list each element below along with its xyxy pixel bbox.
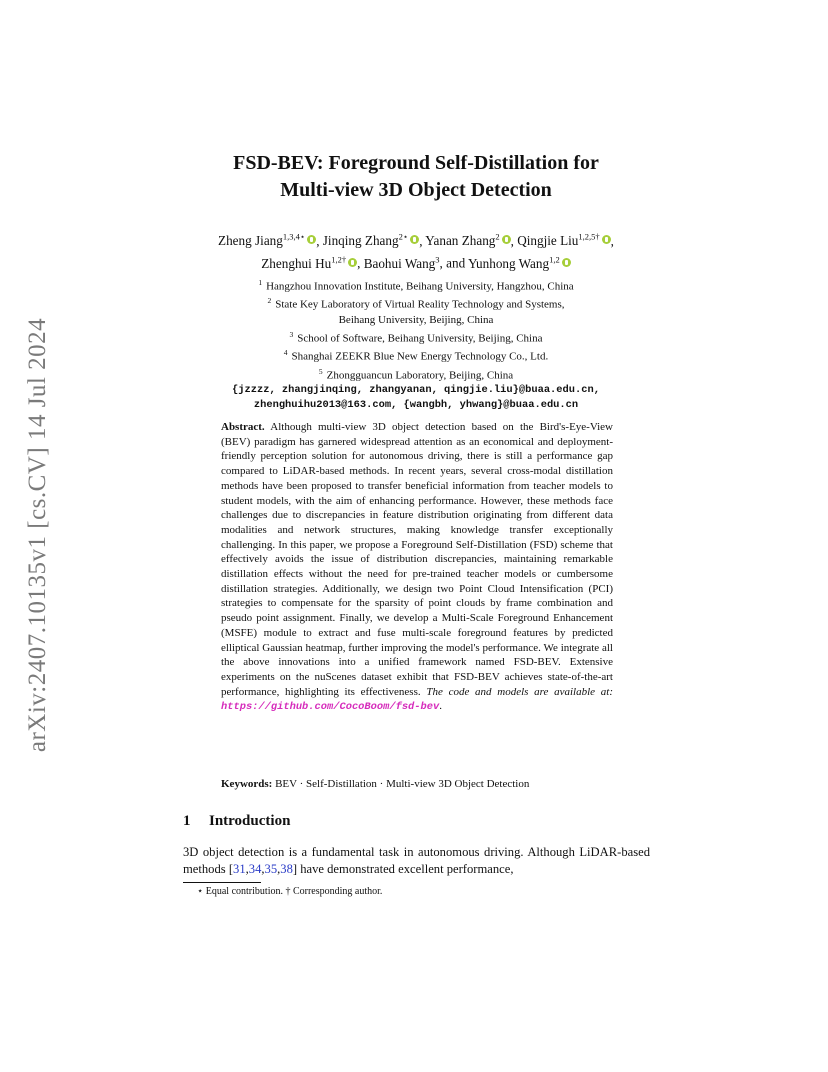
orcid-icon[interactable] — [410, 235, 419, 244]
affiliation: $^2$ State Key Laboratory of Virtual Reality Technology and Systems, — [267, 296, 565, 312]
orcid-icon[interactable] — [562, 258, 571, 267]
section-title: Introduction — [209, 813, 291, 829]
keywords — [221, 777, 613, 791]
code-note: The code and models are available at: — [426, 685, 613, 698]
abstract-text: Although multi-view 3D object detection based on the Bird's-Eye-View (BEV) paradigm has garnered widespread attention as an economical and deployment-friendly perception solution for autonomous driving, there is still a performance gap compared to LiDAR-based methods. In recent years, several cross-modal distillation methods have been proposed to transfer beneficial information from teacher models to student models, with the aim of enhancing performance. However, these methods face challenges due to discrepancies in feature distribution originating from different data modalities and network structures, making knowledge transfer exceptionally challenging. In this paper, we propose a Foreground Self-Distillation (FSD) scheme that effectively avoids the issue of distribution discrepancies, maintaining remarkable distillation effects without the need for pre-trained teacher models or cumbersome distillation strategies. Additionally, we design two Point Cloud Intensification (PCI) strategies to compensate for the sparsity of point clouds by frame combination and pseudo point assignment. Finally, we develop a Multi-Scale Foreground Enhancement (MSFE) module to extract and fuse multi-scale foreground features by predicted elliptical Gaussian heatmap, further improving the model's performance. We integrate all the above innovations into a unified framework named FSD-BEV. Extensive experiments on the nuScenes dataset exhibit that FSD-BEV achieves state-of-the-art performance, highlighting its effectiveness. — [221, 421, 613, 698]
email-line-1: {jzzzz, zhangjinqing, zhangyanan, qingjie.liu}@buaa.edu.cn, — [232, 384, 600, 397]
body-paragraph: 3D object detection is a fundamental task in autonomous driving. Although LiDAR-based methods [31,34,35,38] have demonstrated excellent performance, — [183, 845, 650, 876]
affiliation: $^3$ School of Software, Beihang University, Beijing, China — [289, 329, 543, 345]
title-line-1: FSD-BEV: Foreground Self-Distillation for — [233, 152, 599, 174]
abstract: Abstract. Although multi-view 3D object detection based on the Bird's-Eye-View (BEV) paradigm has garnered widespread attention as an economical and deployment-friendly perception solution for autonomous driving, there is still a performance gap compared to LiDAR-based methods. In recent years, several cross-modal distillation methods have been proposed to transfer beneficial information from teacher models to student models, with the aim of enhancing performance. However, these methods face challenges due to discrepancies in feature distribution originating from different data modalities and network structures, making knowledge transfer exceptionally challenging. In this paper, we propose a Foreground Self-Distillation (FSD) scheme that effectively avoids the issue of distribution discrepancies, maintaining remarkable distillation effects without the need for pre-trained teacher models or cumbersome distillation strategies. Additionally, we design two Point Cloud Intensification (PCI) strategies to compensate for the sparsity of point clouds by frame combination and pseudo point assignment. Finally, we develop a Multi-Scale Foreground Enhancement (MSFE) module to extract and fuse multi-scale foreground features by predicted elliptical Gaussian heatmap, further improving the model's performance. We integrate all the above innovations into a unified framework named FSD-BEV. Extensive experiments on the nuScenes dataset exhibit that FSD-BEV achieves state-of-the-art performance, highlighting its effectiveness. The code and models are available at: https://github.com/CocoBoom/fsd-bev. — [221, 421, 613, 714]
abstract-label: Abstract. — [221, 421, 265, 433]
email-line-2: zhenghuihu2013@163.com, {wangbh, yhwang}@buaa.edu.cn — [253, 398, 579, 411]
code-link[interactable]: https://github.com/CocoBoom/fsd-bev — [221, 701, 440, 714]
author[interactable]: Baohui Wang$^3$ — [363, 254, 440, 271]
footnote-rule — [183, 882, 261, 883]
footnote: ⋆ Equal contribution. † Corresponding author. — [197, 886, 383, 897]
affiliation: $^5$ Zhongguancun Laboratory, Beijing, China — [318, 366, 514, 382]
affiliation: $^1$ Hangzhou Innovation Institute, Beihang University, Hangzhou, China — [258, 278, 574, 293]
orcid-icon[interactable] — [348, 258, 357, 267]
affiliation: $^4$ Shanghai ZEEKR Blue New Energy Technology Co., Ltd. — [283, 348, 549, 363]
citation-link[interactable]: 35 — [264, 862, 278, 876]
affiliations — [150, 276, 682, 413]
citation-link[interactable]: 38 — [280, 862, 293, 876]
author[interactable]: Zheng Jiang$^{1,3,4⋆}$ — [218, 233, 316, 248]
title-line-2: Multi-view 3D Object Detection — [280, 179, 552, 201]
section-number: 1 — [183, 813, 191, 829]
paper-title — [140, 150, 692, 204]
author[interactable]: Jinqing Zhang$^{2⋆}$ — [323, 233, 419, 248]
citation-link[interactable]: 34 — [248, 862, 262, 876]
author[interactable]: Qingjie Liu$^{1,2,5\dagger}$ — [517, 233, 610, 248]
author[interactable]: Yanan Zhang$^2$ — [425, 233, 510, 248]
orcid-icon[interactable] — [307, 235, 316, 244]
arxiv-identifier: arXiv:2407.10135v1 [cs.CV] 14 Jul 2024 — [24, 317, 51, 753]
orcid-icon[interactable] — [502, 235, 511, 244]
orcid-icon[interactable] — [602, 235, 611, 244]
section-heading — [183, 813, 290, 830]
keywords-label: Keywords: — [221, 778, 273, 790]
author[interactable]: Zhenghui $Hu^{1,2\dagger}$ — [261, 256, 357, 271]
arxiv-side-stamp — [18, 300, 58, 770]
author-list: Zheng Jiang$^{1,3,4⋆}$ , Jinqing Zhang$^{2⋆}$ , Yanan Zhang$^2$ , Qingjie Liu$^{1,2,5\dagger}$ , Zhenghui $Hu^{1,2\dagger}$ , Baohui Wang$^3$, and Yunhong Wang$^{1,2}$ — [218, 232, 614, 271]
keywords-text: BEV · Self-Distillation · Multi-view 3D Object Detection — [275, 778, 530, 790]
author[interactable]: Yunhong Wang$^{1,2}$ — [468, 256, 571, 271]
affiliation: Beihang University, Beijing, China — [338, 313, 494, 326]
citation-link[interactable]: 31 — [233, 862, 246, 876]
